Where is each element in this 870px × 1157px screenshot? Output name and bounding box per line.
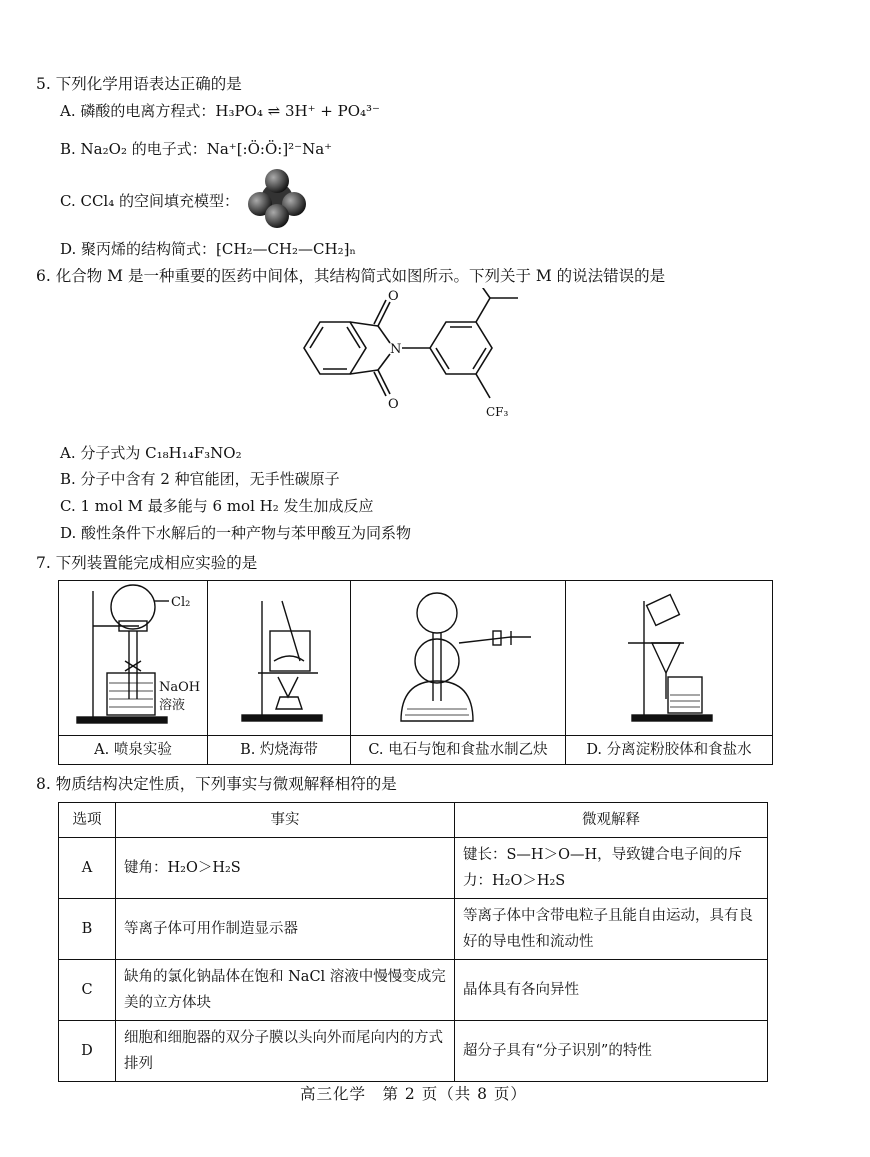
row-a-option: A [59,838,116,899]
q5-option-c: C. CCl₄ 的空间填充模型： [60,192,240,210]
table-row [59,899,768,960]
row-d-option: D [59,1021,116,1082]
q6-stem: 6. 化合物 M 是一种重要的医药中间体，其结构简式如图所示。下列关于 M 的说法错误的是 [36,267,666,285]
table-row [59,838,768,899]
cl2-label: Cl₂ [171,595,191,610]
q6-option-c: C. 1 mol M 最多能与 6 mol H₂ 发生加成反应 [60,497,374,515]
q5-stem: 5. 下列化学用语表达正确的是 [36,75,242,93]
apparatus-a-cell [59,581,208,736]
apparatus-d-cell [566,581,773,736]
caption-c: C. 电石与饱和食盐水制乙炔 [351,736,566,765]
naoh-label: NaOH [159,680,201,695]
nitrogen-label: N [390,342,402,357]
caption-a: A. 喷泉实验 [59,736,208,765]
header-option: 选项 [59,803,116,838]
row-a-fact: 键角：H₂O＞H₂S [116,838,455,899]
burning-kelp-diagram [208,581,350,731]
row-c-explanation: 晶体具有各向异性 [455,960,768,1021]
q5-option-a: A. 磷酸的电离方程式：H₃PO₄ ⇌ 3H⁺ + PO₄³⁻ [60,102,380,120]
q5-option-b: B. Na₂O₂ 的电子式：Na⁺[:Ö:Ö:]²⁻Na⁺ [60,140,333,158]
fountain-experiment-diagram [59,581,207,731]
q8-stem: 8. 物质结构决定性质，下列事实与微观解释相符的是 [36,775,397,793]
solution-label: 溶液 [159,698,186,713]
row-b-option: B [59,899,116,960]
header-explanation: 微观解释 [455,803,768,838]
row-b-explanation: 等离子体中含带电粒子且能自由运动，具有良好的导电性和流动性 [455,899,768,960]
header-fact: 事实 [116,803,455,838]
row-b-fact: 等离子体可用作制造显示器 [116,899,455,960]
q6-option-a: A. 分子式为 C₁₈H₁₄F₃NO₂ [60,444,242,462]
apparatus-c-cell [351,581,566,736]
q5-option-d: D. 聚丙烯的结构简式：⁅CH₂—CH₂—CH₂⁆ₙ [60,240,356,258]
compound-m-structure [290,288,540,438]
apparatus-b-cell [208,581,351,736]
caption-b: B. 灼烧海带 [208,736,351,765]
oxygen-top-label: O [388,289,399,304]
row-c-option: C [59,960,116,1021]
acetylene-generator-diagram [351,581,565,731]
q6-option-b: B. 分子中含有 2 种官能团，无手性碳原子 [60,470,340,488]
row-a-explanation: 键长：S—H＞O—H，导致键合电子间的斥力：H₂O＞H₂S [455,838,768,899]
q7-stem: 7. 下列装置能完成相应实验的是 [36,554,258,572]
q6-option-d: D. 酸性条件下水解后的一种产物与苯甲酸互为同系物 [60,524,412,542]
table-row [59,960,768,1021]
cf3-label: CF₃ [486,405,509,419]
caption-d: D. 分离淀粉胶体和食盐水 [566,736,773,765]
ccl4-space-filling-model [246,168,308,230]
oxygen-bottom-label: O [388,397,399,412]
page-footer: 高三化学 第 2 页（共 8 页） [300,1085,527,1103]
table-row [59,1021,768,1082]
row-d-explanation: 超分子具有“分子识别”的特性 [455,1021,768,1082]
q7-apparatus-table [58,580,773,765]
colloid-separation-diagram [566,581,772,731]
q8-table [58,802,768,1082]
row-d-fact: 细胞和细胞器的双分子膜以头向外而尾向内的方式排列 [116,1021,455,1082]
row-c-fact: 缺角的氯化钠晶体在饱和 NaCl 溶液中慢慢变成完美的立方体块 [116,960,455,1021]
